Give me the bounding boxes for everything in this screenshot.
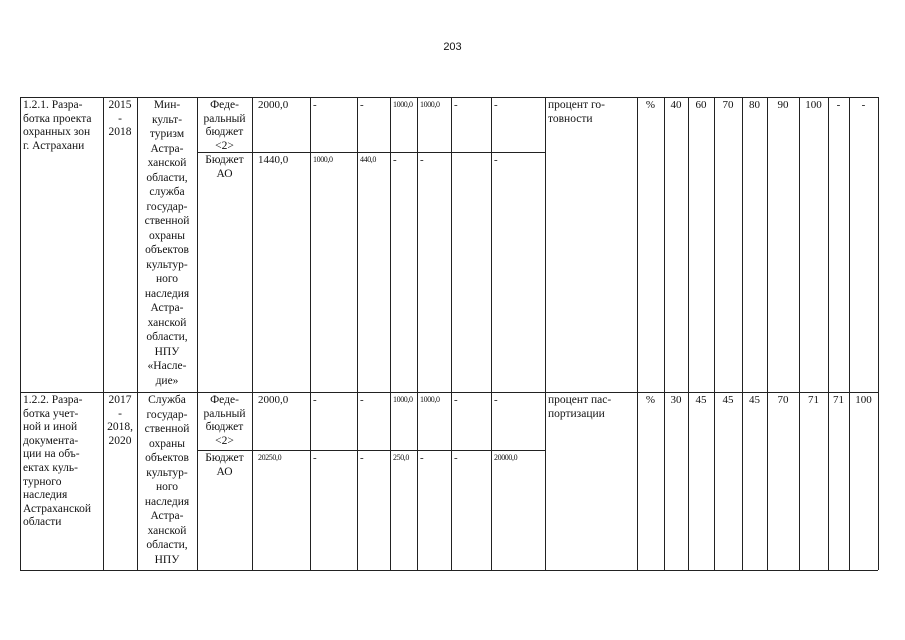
indicator-line: товности: [548, 112, 593, 125]
activity-name-line: области: [23, 516, 62, 529]
executor-line: ханской: [147, 157, 187, 169]
executor-line: «Насле-: [147, 360, 187, 372]
years-line: 2020: [108, 434, 132, 447]
table-left-border: [20, 97, 21, 570]
activity-name-line: 1.2.1. Разра-: [23, 99, 83, 111]
table-divider: [310, 97, 311, 570]
funding-source-line: Феде-: [210, 394, 239, 406]
target-value: 71: [808, 394, 819, 406]
funding-value: 250,0: [393, 453, 410, 462]
target-value: 90: [777, 99, 789, 111]
activity-name-line: наследия: [23, 489, 68, 502]
table-right-border: [878, 97, 879, 570]
funding-value: -: [420, 154, 424, 166]
executor-line: объектов: [145, 244, 189, 256]
executor-line: объектов: [145, 452, 189, 464]
table-divider: [545, 97, 546, 570]
unit-label: %: [645, 394, 656, 406]
target-value: 30: [670, 394, 682, 406]
table-divider: [664, 97, 665, 570]
table-divider: [390, 97, 391, 570]
executor-line: дие»: [155, 374, 179, 387]
target-value: 45: [749, 394, 760, 406]
page-number: 203: [443, 41, 462, 53]
funding-value: 1440,0: [258, 154, 289, 166]
funding-value: 20250,0: [258, 453, 282, 462]
funding-value: -: [420, 452, 424, 464]
table-divider: [451, 97, 452, 570]
funding-split-line: [197, 450, 545, 451]
target-value: -: [861, 99, 866, 111]
years-line: 2018,: [107, 421, 133, 434]
executor-line: культур-: [146, 466, 188, 479]
funding-value: -: [313, 452, 317, 464]
table-divider: [637, 97, 638, 570]
funding-value: -: [313, 394, 317, 406]
executor-line: ственной: [144, 215, 190, 227]
executor-line: ханской: [147, 316, 187, 329]
funding-value: -: [360, 452, 364, 464]
executor-line: Астра-: [150, 510, 184, 522]
funding-source-line: бюджет: [205, 421, 244, 434]
table-divider: [799, 97, 800, 570]
executor-line: Астра-: [150, 302, 184, 314]
funding-value: -: [494, 99, 498, 111]
target-value: 80: [749, 99, 760, 111]
funding-value: -: [313, 99, 317, 111]
target-value: 100: [805, 99, 822, 111]
executor-line: ханской: [147, 524, 187, 537]
executor-line: области,: [146, 331, 188, 343]
executor-line: НПУ: [154, 553, 180, 566]
table-bottom-border: [20, 570, 878, 571]
executor-line: области,: [146, 171, 188, 184]
years-line: -: [118, 407, 122, 420]
indicator-line: процент го-: [548, 99, 605, 111]
executor-line: ственной: [144, 423, 190, 435]
target-value: 45: [695, 394, 707, 406]
executor-line: охраны: [149, 437, 185, 450]
executor-line: Мин-: [153, 99, 181, 111]
funding-value: -: [454, 99, 458, 111]
table-divider: [357, 97, 358, 570]
table-divider: [742, 97, 743, 570]
executor-line: наследия: [144, 495, 190, 508]
funding-value: -: [393, 154, 397, 166]
funding-value: 1000,0: [420, 395, 440, 404]
executor-line: культ-: [151, 113, 183, 126]
funding-source-line: ральный: [203, 112, 246, 125]
table-divider: [714, 97, 715, 570]
table-divider: [491, 97, 492, 570]
activity-name-line: Астраханской: [23, 502, 92, 515]
unit-label: %: [645, 99, 656, 111]
executor-line: туризм: [149, 128, 185, 140]
activity-name-line: г. Астрахани: [23, 139, 85, 152]
table-divider: [828, 97, 829, 570]
funding-source-line: АО: [216, 167, 233, 180]
funding-source-line: бюджет: [205, 126, 244, 139]
funding-value: 2000,0: [258, 99, 289, 111]
funding-source-line: <2>: [215, 139, 234, 152]
funding-value: -: [494, 394, 498, 406]
executor-line: ного: [155, 481, 179, 493]
table-divider: [688, 97, 689, 570]
funding-value: -: [360, 99, 364, 111]
target-value: 70: [777, 394, 789, 406]
indicator-line: процент пас-: [548, 394, 612, 406]
years-line: 2015: [108, 99, 132, 111]
funding-source-line: Феде-: [210, 99, 239, 111]
funding-value: 1000,0: [313, 155, 333, 164]
funding-value: -: [494, 154, 498, 166]
table-divider: [767, 97, 768, 570]
funding-value: -: [360, 394, 364, 406]
executor-line: ного: [155, 273, 179, 285]
activity-name-line: ектах куль-: [23, 462, 78, 474]
funding-value: 1000,0: [393, 100, 413, 109]
funding-source-line: АО: [216, 465, 233, 478]
target-value: 45: [722, 394, 734, 406]
executor-line: культур-: [146, 258, 188, 271]
target-value: 71: [833, 394, 844, 406]
executor-line: наследия: [144, 287, 190, 300]
activity-name-line: ной и иной: [23, 421, 78, 434]
table-top-border: [20, 97, 878, 98]
executor-line: области,: [146, 539, 188, 551]
table-divider: [849, 97, 850, 570]
funding-source-line: <2>: [215, 434, 234, 447]
table-divider: [417, 97, 418, 570]
activity-name-line: документа-: [23, 434, 79, 447]
years-line: 2017: [108, 394, 132, 406]
executor-line: государ-: [146, 408, 188, 421]
funding-source-line: Бюджет: [205, 154, 244, 166]
activity-name-line: турного: [23, 475, 62, 488]
indicator-line: портизации: [548, 407, 605, 420]
funding-value: 1000,0: [420, 100, 440, 109]
target-value: 40: [670, 99, 682, 111]
funding-source-line: Бюджет: [205, 452, 244, 464]
activity-name-line: ботка проекта: [23, 112, 92, 125]
funding-value: -: [454, 394, 458, 406]
executor-line: государ-: [146, 200, 188, 213]
funding-source-line: ральный: [203, 407, 246, 420]
executor-line: служба: [149, 186, 185, 198]
table-divider: [252, 97, 253, 570]
funding-value: 1000,0: [393, 395, 413, 404]
executor-line: охраны: [149, 229, 185, 242]
activity-name-line: охранных зон: [23, 126, 91, 139]
executor-line: Служба: [148, 394, 186, 406]
funding-value: 20000,0: [494, 453, 518, 462]
executor-line: Астра-: [150, 142, 184, 155]
target-value: -: [836, 99, 841, 111]
row-divider: [20, 392, 878, 393]
years-line: 2018: [108, 126, 132, 139]
target-value: 100: [855, 394, 872, 406]
activity-name-line: ботка учет-: [23, 407, 79, 420]
target-value: 70: [722, 99, 734, 111]
activity-name-line: 1.2.2. Разра-: [23, 394, 83, 406]
years-line: -: [118, 112, 122, 125]
target-value: 60: [695, 99, 707, 111]
funding-value: 440,0: [360, 155, 377, 164]
executor-line: НПУ: [154, 345, 180, 358]
funding-value: -: [454, 452, 458, 464]
activity-name-line: ции на объ-: [23, 448, 80, 461]
table-divider: [103, 97, 104, 570]
funding-value: 2000,0: [258, 394, 289, 406]
